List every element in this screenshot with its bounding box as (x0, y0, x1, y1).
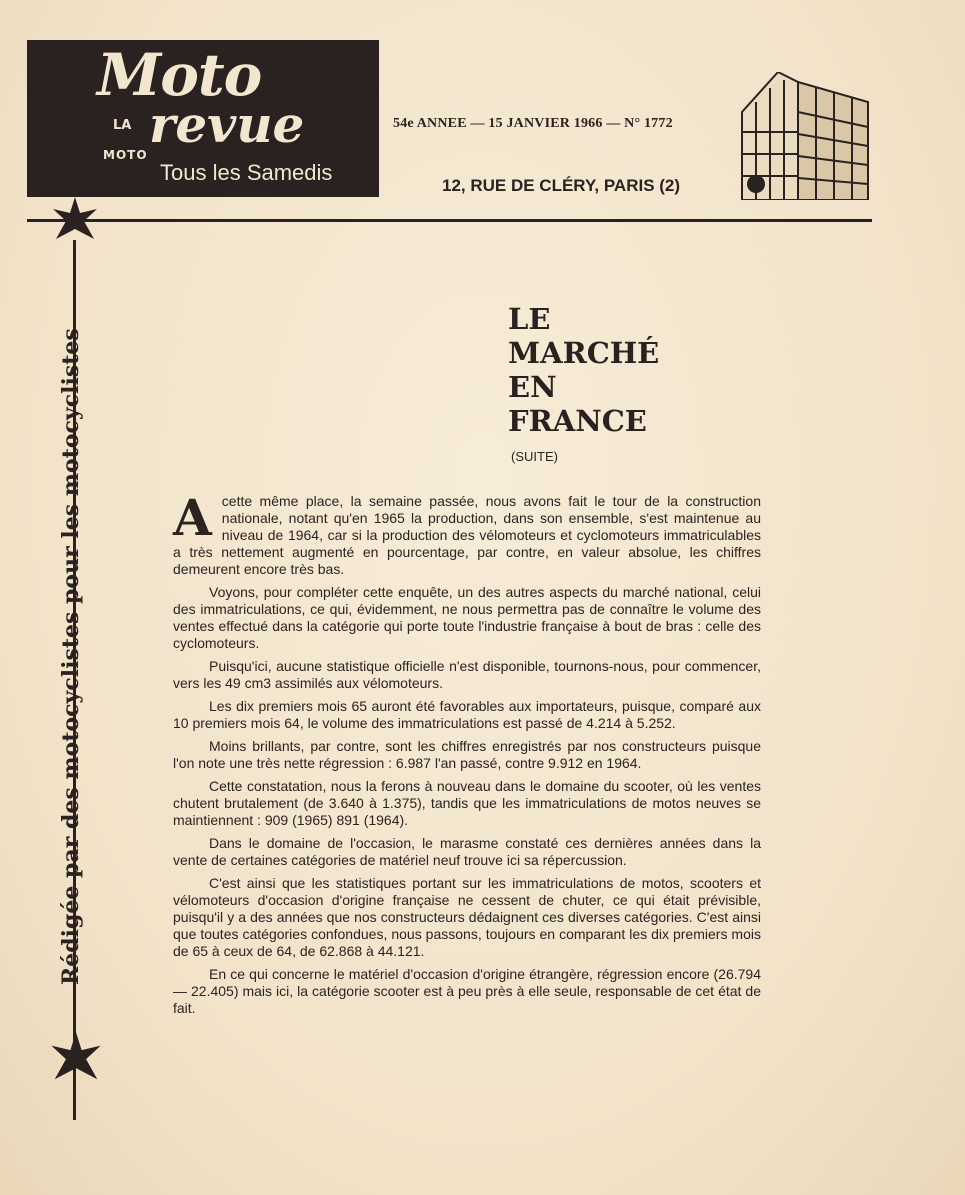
article-paragraph: Moins brillants, par contre, sont les chiffres enregistrés par nos constructeurs puisque l'on note une très nette régression : 6.987 l'an passé, contre 9.912 en 1964. (173, 738, 761, 771)
logo-moto-small-word: MOTO (103, 148, 148, 162)
star-ornament-bottom-icon (48, 1030, 104, 1086)
article-title-line: EN (508, 370, 557, 404)
article-paragraph: Puisqu'ici, aucune statistique officielle n'est disponible, tournons-nous, pour commencer, vers les 49 cm3 assimilés aux vélomoteurs. (173, 658, 761, 691)
article-paragraph: Dans le domaine de l'occasion, le marasme constaté ces dernières années dans la vente de certaines catégories de matériel neuf trouve ici sa répercussion. (173, 835, 761, 868)
article-paragraph: Les dix premiers mois 65 auront été favorables aux importateurs, puisque, comparé aux 10 premiers mois 64, le volume des immatriculations est passé de 4.214 à 5.252. (173, 698, 761, 731)
issue-line: 54e ANNEE — 15 JANVIER 1966 — N° 1772 (393, 116, 673, 131)
article-body (173, 488, 761, 1023)
logo-revue-word: revue (149, 95, 305, 154)
article-title-line: FRANCE (508, 404, 647, 438)
article-title (508, 302, 659, 438)
drop-cap: A (173, 488, 212, 547)
masthead-tagline: Tous les Samedis (160, 160, 333, 185)
address-line: 12, RUE DE CLÉRY, PARIS (2) (442, 176, 681, 195)
vertical-slogan: Rédigée par des motocyclistes pour les motocyclistes (58, 328, 84, 985)
article-title-line: LE (508, 302, 551, 336)
article-paragraph: C'est ainsi que les statistiques portant sur les immatriculations de motos, scooters et vélomoteurs d'occasion d'origine française ne cessent de chuter, ce qui était prévisible, puisqu'il y a des années que nos constructeurs dédaignent ces diverses catégories. C'est ainsi que toutes catégories confondues, nous passons, toujours en comparant les dix premiers mois de 65 à ceux de 64, de 62.868 à 44.121. (173, 875, 761, 959)
masthead-logo-block (27, 40, 379, 197)
building-illustration-icon (738, 72, 878, 200)
article-paragraph-text: cette même place, la semaine passée, nous avons fait le tour de la construction nationale, notant qu'en 1965 la production, dans son ensemble, s'est maintenue au niveau de 1964, car si la production des vélomoteurs et cyclomoteurs immatriculables a très nettement augmenté en pourcentage, par contre, en valeur absolue, les chiffres demeurent encore très bas. (173, 493, 761, 577)
article-paragraph: Voyons, pour compléter cette enquête, un des autres aspects du marché national, celui des immatriculations, ce qui, évidemment, ne nous permettra pas de connaître le volume des ventes effectué dans la catégorie qui porte toute l'industrie française à bout de bras : celle des cyclomoteurs. (173, 584, 761, 651)
logo-moto-word: Moto (97, 41, 262, 109)
header-rule (27, 219, 872, 222)
logo-la-word: LA (113, 118, 132, 133)
article-paragraph: Cette constatation, nous la ferons à nouveau dans le domaine du scooter, où les ventes chutent brutalement (de 3.640 à 1.375), tandis que les immatriculations de motos neuves se maintiennent : 909 (1965) 891 (1964). (173, 778, 761, 828)
article-subtitle: (SUITE) (511, 449, 558, 464)
article-paragraph: En ce qui concerne le matériel d'occasion d'origine étrangère, régression encore (26.794 — 22.405) mais ici, la catégorie scooter est à peu près à elle seule, responsable de cet état de fait. (173, 966, 761, 1016)
article-paragraph (173, 488, 761, 578)
star-ornament-top-icon (50, 195, 100, 245)
article-title-line: MARCHÉ (508, 336, 660, 370)
